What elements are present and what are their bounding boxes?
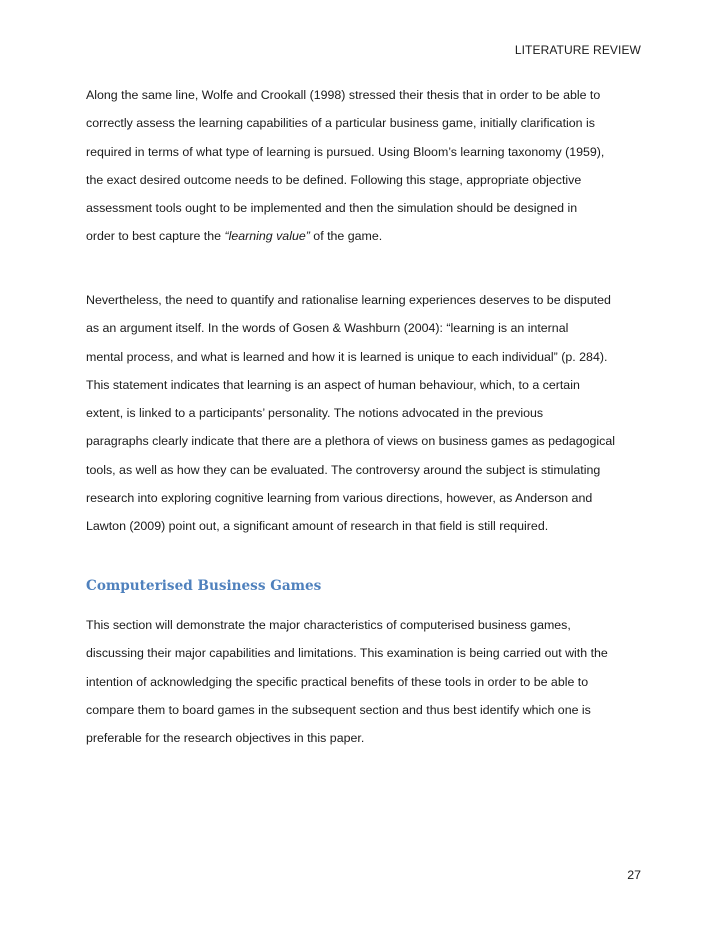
text-line: discussing their major capabilities and limitations. This examination is being carried out with the (86, 646, 608, 661)
text-run: of the game. (309, 229, 383, 244)
text-line: Nevertheless, the need to quantify and rationalise learning experiences deserves to be disputed (86, 293, 611, 307)
text-line: paragraphs clearly indicate that there are a plethora of views on business games as pedagogical (86, 434, 615, 449)
text-line: This section will demonstrate the major characteristics of computerised business games, (86, 618, 571, 632)
text-line: compare them to board games in the subsequent section and thus best identify which one is (86, 702, 591, 717)
paragraph-learning-experiences (86, 286, 646, 541)
text-line: the exact desired outcome needs to be defined. Following this stage, appropriate objective (86, 172, 582, 187)
text-line: tools, as well as how they can be evaluated. The controversy around the subject is stimulating (86, 462, 601, 477)
text-line: required in terms of what type of learning is pursued. Using Bloom’s learning taxonomy (1959), (86, 144, 605, 159)
text-line: assessment tools ought to be implemented and then the simulation should be designed in (86, 201, 578, 216)
paragraph-wolfe-crookall (86, 81, 646, 251)
paragraph-section-intro (86, 611, 646, 752)
text-line: preferable for the research objectives in this paper. (86, 731, 365, 746)
text-line: correctly assess the learning capabilities of a particular business game, initially clarification is (86, 116, 595, 131)
text-line: This statement indicates that learning is an aspect of human behaviour, which, to a certain (86, 377, 580, 392)
text-line (86, 222, 646, 250)
text-line: Lawton (2009) point out, a significant amount of research in that field is still required. (86, 519, 549, 534)
text-line: as an argument itself. In the words of Gosen & Washburn (2004): “learning is an internal (86, 321, 569, 336)
section-heading: Computerised Business Games (86, 578, 322, 594)
running-header: LITERATURE REVIEW (514, 43, 641, 57)
page-number: 27 (627, 868, 641, 882)
emphasized-quote: “learning value” (224, 229, 310, 244)
text-line: mental process, and what is learned and how it is learned is unique to each individual” (p. 284). (86, 349, 608, 364)
text-line: Along the same line, Wolfe and Crookall (1998) stressed their thesis that in order to be able to (86, 88, 601, 102)
text-run: order to best capture the (86, 229, 225, 244)
text-line: extent, is linked to a participants’ personality. The notions advocated in the previous (86, 406, 544, 421)
text-line: research into exploring cognitive learning from various directions, however, as Anderson and (86, 491, 593, 506)
text-line: intention of acknowledging the specific practical benefits of these tools in order to be able to (86, 674, 589, 689)
